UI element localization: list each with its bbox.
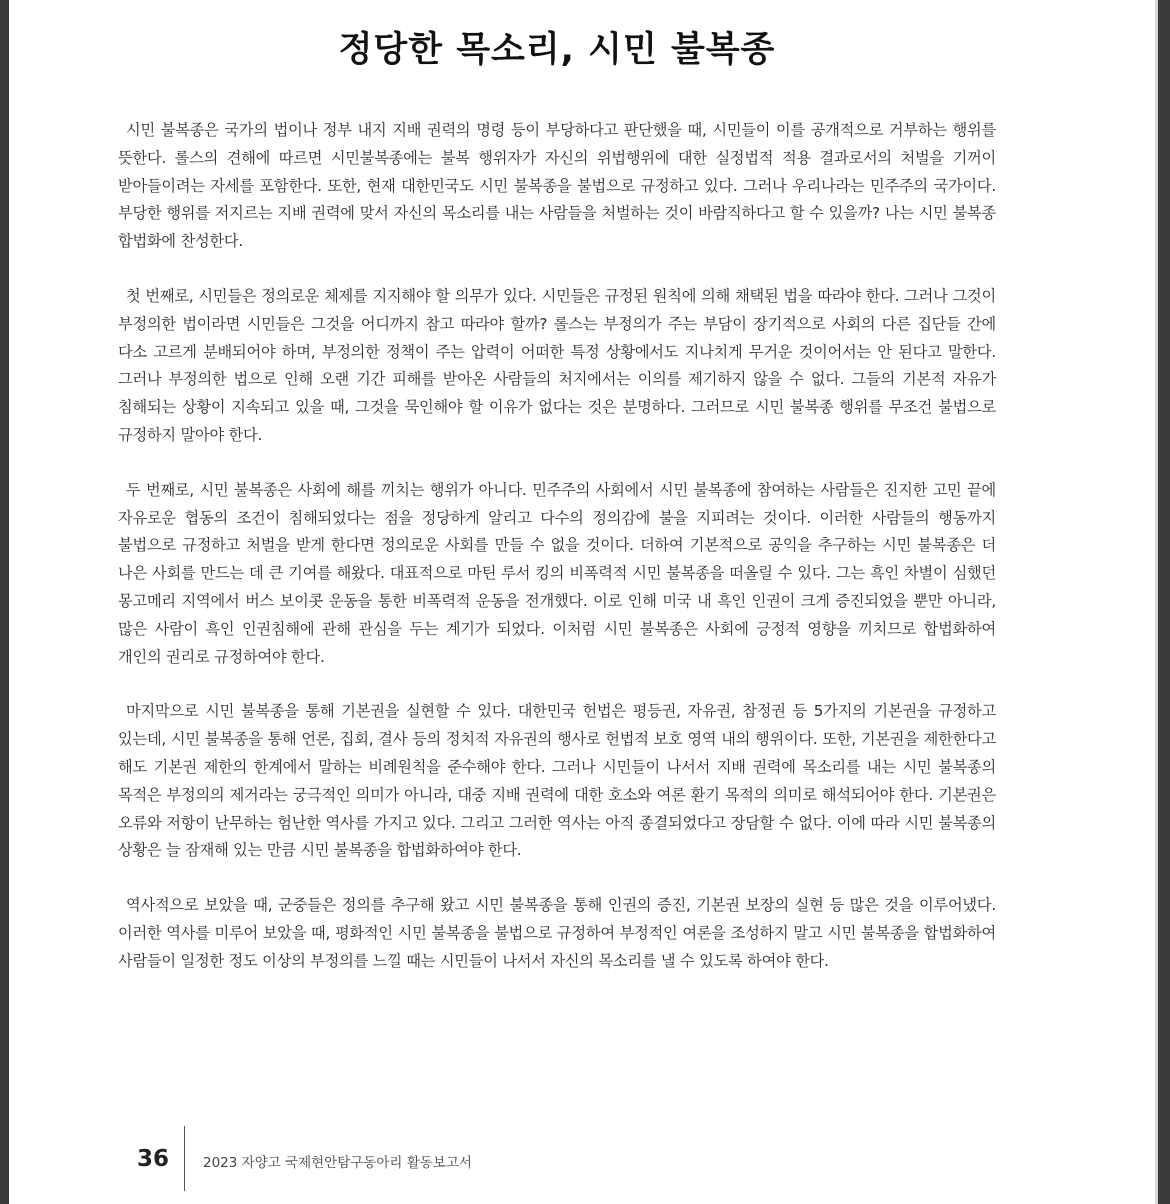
article-body xyxy=(118,117,996,1003)
page-title: 정당한 목소리, 시민 불복종 xyxy=(338,30,776,70)
viewer-left-border xyxy=(0,0,9,1204)
paragraph-intro: 시민 불복종은 국가의 법이나 정부 내지 지배 권력의 명령 등이 부당하다고 판단했을 때, 시민들이 이를 공개적으로 거부하는 행위를 뜻한다. 롤스의 견해에 따르면 시민불복종에는 불복 행위자가 자신의 위법행위에 대한 실정법적 적용 결과로서의 처벌을 기꺼이 받아들이려는 자세를 포함한다. 또한, 현재 대한민국도 시민 불복종을 불법으로 규정하고 있다. 그러나 우리나라는 민주주의 국가이다. 부당한 행위를 저지르는 지배 권력에 맞서 자신의 목소리를 내는 사람들을 처벌하는 것이 바람직하다고 할 수 있을까? 나는 시민 불복종 합법화에 찬성한다. xyxy=(118,121,996,251)
paragraph-first-argument: 첫 번째로, 시민들은 정의로운 체제를 지지해야 할 의무가 있다. 시민들은 규정된 원칙에 의해 채택된 법을 따라야 한다. 그러나 그것이 부정의한 법이라면 시민들은 그것을 어디까지 참고 따라야 할까? 롤스는 부정의가 주는 부담이 장기적으로 사회의 다른 집단들 간에 다소 고르게 분배되어야 하며, 부정의한 정책이 주는 압력이 어떠한 특정 상황에서도 지나치게 무거운 것이어서는 안 된다고 말한다. 그러나 부정의한 법으로 인해 오랜 기간 피해를 받아온 사람들의 처지에서는 이의를 제기하지 않을 수 없다. 그들의 기본적 자유가 침해되는 상황이 지속되고 있을 때, 그것을 묵인해야 할 이유가 없다는 것은 분명하다. 그러므로 시민 불복종 행위를 무조건 불법으로 규정하지 말아야 한다. xyxy=(118,286,996,444)
viewer-right-border xyxy=(1158,0,1170,1204)
footer-divider xyxy=(184,1126,185,1191)
paragraph-third-argument: 마지막으로 시민 불복종을 통해 기본권을 실현할 수 있다. 대한민국 헌법은 평등권, 자유권, 참정권 등 5가지의 기본권을 규정하고 있는데, 시민 불복종을 통해 언론, 집회, 결사 등의 정치적 자유권의 행사로 헌법적 보호 영역 내의 행위이다. 또한, 기본권을 제한한다고 해도 기본권 제한의 한계에서 말하는 비례원칙을 준수해야 한다. 그러나 시민들이 나서서 지배 권력에 목소리를 내는 시민 불복종의 목적은 부정의의 제거라는 궁극적인 의미가 아니라, 대중 지배 권력에 대한 호소와 여론 환기 목적의 의미로 해석되어야 한다. 기본권은 오류와 저항이 난무하는 험난한 역사를 가지고 있다. 그리고 그러한 역사는 아직 종결되었다고 장담할 수 없다. 이에 따라 시민 불복종의 상황은 늘 잠재해 있는 만큼 시민 불복종을 합법화하여야 한다. xyxy=(118,702,996,860)
paragraph-second-argument: 두 번째로, 시민 불복종은 사회에 해를 끼치는 행위가 아니다. 민주주의 사회에서 시민 불복종에 참여하는 사람들은 진지한 고민 끝에 자유로운 협동의 조건이 침해되었다는 점을 정당하게 알리고 다수의 정의감에 불을 지피려는 것이다. 이러한 사람들의 행동까지 불법으로 규정하고 처벌을 받게 한다면 정의로운 사회를 만들 수 없을 것이다. 더하여 기본적으로 공익을 추구하는 시민 불복종은 더 나은 사회를 만드는 데 큰 기여를 해왔다. 대표적으로 마틴 루서 킹의 비폭력적 시민 불복종을 떠올릴 수 있다. 그는 흑인 차별이 심했던 몽고메리 지역에서 버스 보이콧 운동을 통한 비폭력적 운동을 전개했다. 이로 인해 미국 내 흑인 인권이 크게 증진되었을 뿐만 아니라, 많은 사람이 흑인 인권침해에 관해 관심을 두는 계기가 되었다. 이처럼 시민 불복종은 사회에 긍정적 영향을 끼치므로 합법화하여 개인의 권리로 규정하여야 한다. xyxy=(118,480,996,666)
paragraph-conclusion: 역사적으로 보았을 때, 군중들은 정의를 추구해 왔고 시민 불복종을 통해 인권의 증진, 기본권 보장의 실현 등 많은 것을 이루어냈다. 이러한 역사를 미루어 보았을 때, 평화적인 시민 불복종을 불법으로 규정하여 부정적인 여론을 조성하지 말고 시민 불복종을 합법화하여 사람들이 일정한 정도 이상의 부정의를 느낄 때는 시민들이 나서서 자신의 목소리를 낼 수 있도록 하여야 한다. xyxy=(118,896,996,970)
page-number: 36 xyxy=(137,1146,170,1172)
footer-report-title: 2023 자양고 국제현안탐구동아리 활동보고서 xyxy=(203,1155,472,1171)
